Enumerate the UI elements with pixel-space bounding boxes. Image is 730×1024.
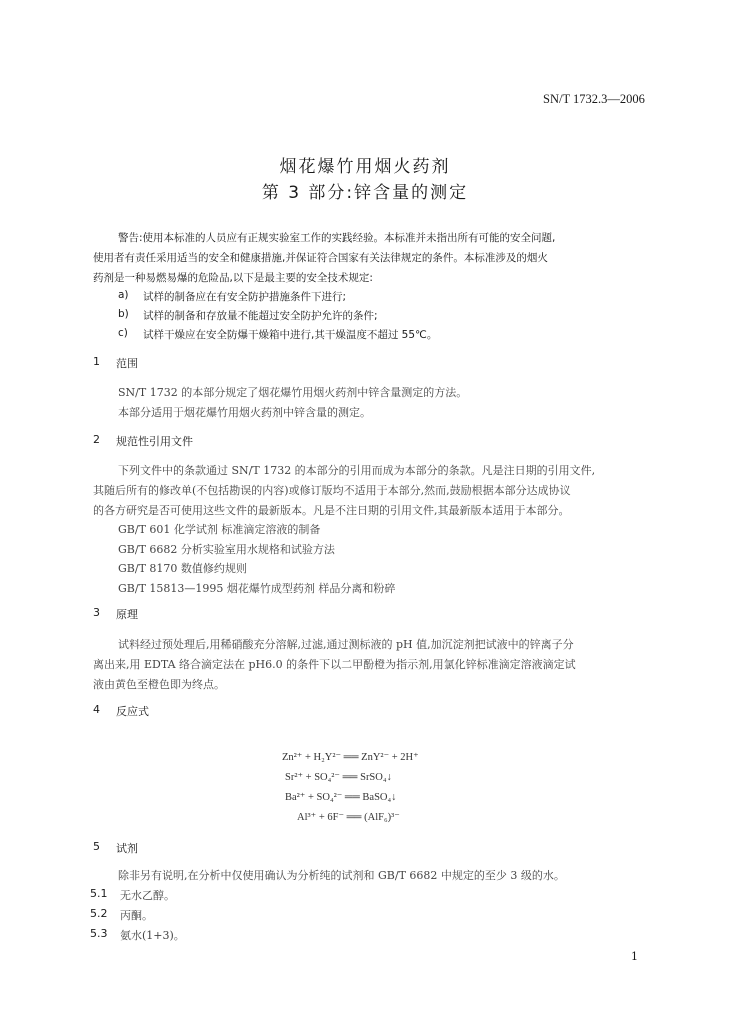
warning-line: 使用者有责任采用适当的安全和健康措施,并保证符合国家有关法律规定的条件。本标准涉及的烟火: [93, 252, 548, 264]
reaction-equation: Sr²⁺ + SO₄²⁻ ══ SrSO₄↓: [285, 772, 392, 783]
warning-line: 药剂是一种易燃易爆的危险品,以下是最主要的安全技术规定:: [93, 272, 373, 284]
section-heading: 反应式: [116, 705, 149, 718]
reagent-number: 5.1: [90, 887, 108, 900]
paragraph-line: 的各方研究是否可使用这些文件的最新版本。凡是不注日期的引用文件,其最新版本适用于本部分。: [93, 504, 570, 517]
reaction-equation: Ba²⁺ + SO₄²⁻ ══ BaSO₄↓: [285, 792, 397, 803]
paragraph-line: 其随后所有的修改单(不包括勘误的内容)或修订版均不适用于本部分,然而,鼓励根据本部分达成协议: [93, 484, 571, 497]
paragraph-line: 本部分适用于烟花爆竹用烟火药剂中锌含量的测定。: [118, 406, 371, 419]
document-subtitle: 第 3 部分:锌含量的测定: [261, 183, 469, 203]
section-number: 1: [93, 355, 100, 368]
document-title: 烟花爆竹用烟火药剂: [279, 157, 451, 177]
section-heading: 试剂: [116, 842, 138, 855]
reference-item: GB/T 15813—1995 烟花爆竹成型药剂 样品分离和粉碎: [118, 582, 396, 595]
reference-item: GB/T 6682 分析实验室用水规格和试验方法: [118, 543, 335, 556]
reagent-number: 5.3: [90, 927, 108, 940]
reference-item: GB/T 8170 数值修约规则: [118, 562, 247, 575]
warning-item-label: b): [118, 308, 129, 320]
reagent-text: 无水乙醇。: [120, 889, 175, 902]
paragraph-line: 除非另有说明,在分析中仅使用确认为分析纯的试剂和 GB/T 6682 中规定的至少 3 级的水。: [118, 869, 565, 882]
section-number: 3: [93, 606, 100, 619]
paragraph-line: 液由黄色至橙色即为终点。: [93, 678, 225, 691]
warning-item-text: 试样的制备和存放量不能超过安全防护允许的条件;: [143, 310, 378, 322]
warning-line: 警告:使用本标准的人员应有正规实验室工作的实践经验。本标准并未指出所有可能的安全问题,: [118, 232, 556, 244]
reagent-number: 5.2: [90, 907, 108, 920]
warning-item-text: 试样干燥应在安全防爆干燥箱中进行,其干燥温度不超过 55℃。: [143, 329, 438, 341]
page-number: 1: [631, 950, 638, 963]
section-heading: 规范性引用文件: [116, 435, 193, 448]
standard-number: SN/T 1732.3—2006: [543, 92, 645, 106]
paragraph-line: 离出来,用 EDTA 络合滴定法在 pH6.0 的条件下以二甲酚橙为指示剂,用氯化锌标准滴定溶液滴定试: [93, 658, 576, 671]
section-heading: 范围: [116, 357, 138, 370]
section-number: 4: [93, 703, 100, 716]
reference-item: GB/T 601 化学试剂 标准滴定溶液的制备: [118, 523, 321, 536]
section-heading: 原理: [116, 608, 138, 621]
section-number: 2: [93, 433, 100, 446]
paragraph-line: 下列文件中的条款通过 SN/T 1732 的本部分的引用而成为本部分的条款。凡是注日期的引用文件,: [118, 464, 596, 477]
reaction-equation: Zn²⁺ + H₂Y²⁻ ══ ZnY²⁻ + 2H⁺: [282, 752, 419, 763]
warning-item-label: a): [118, 289, 129, 301]
reagent-text: 丙酮。: [120, 909, 153, 922]
paragraph-line: SN/T 1732 的本部分规定了烟花爆竹用烟火药剂中锌含量测定的方法。: [118, 386, 468, 399]
reagent-text: 氨水(1+3)。: [120, 929, 185, 942]
warning-item-text: 试样的制备应在有安全防护措施条件下进行;: [143, 291, 347, 303]
section-number: 5: [93, 840, 100, 853]
paragraph-line: 试料经过预处理后,用稀硝酸充分溶解,过滤,通过测标液的 pH 值,加沉淀剂把试液中的锌离子分: [118, 638, 574, 651]
reaction-equation: Al³⁺ + 6F⁻ ══ (AlF₆)³⁻: [297, 812, 400, 823]
warning-item-label: c): [118, 327, 128, 339]
